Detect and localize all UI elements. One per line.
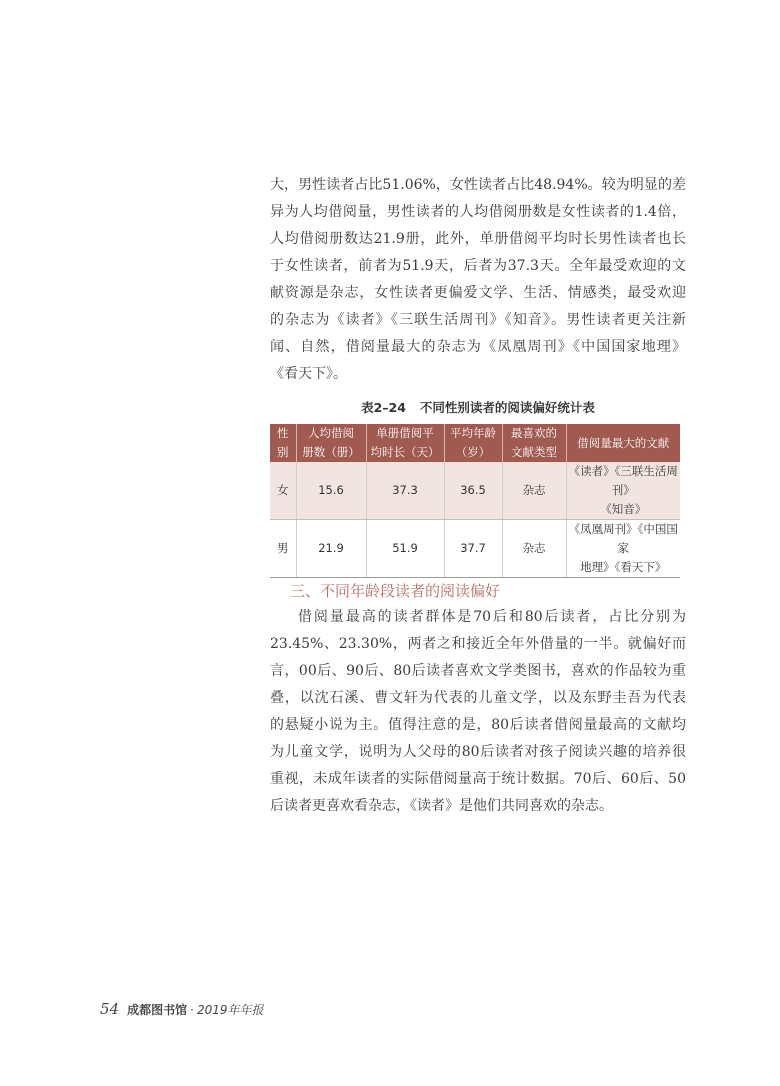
cell-top-borrowed: 《凤凰周刊》《中国国家 地理》《看天下》 [566, 520, 680, 578]
text-line: 的悬疑小说为主。值得注意的是，80后读者借阅量最高的文献均 [270, 717, 686, 733]
cell-type: 杂志 [502, 520, 566, 578]
text-line: 闻、自然，借阅量最大的杂志为《凤凰周刊》《中国国家地理》 [270, 339, 686, 355]
table-caption [270, 398, 686, 416]
cell-gender: 女 [270, 462, 296, 520]
table-caption-number: 表2–24 [361, 400, 406, 415]
text-line: 人均借阅册数达21.9册，此外，单册借阅平均时长男性读者也长 [270, 231, 686, 247]
table-row [270, 462, 680, 520]
cell-avg-books: 15.6 [296, 462, 366, 520]
header-avg-age: 平均年龄 （岁） [444, 424, 502, 462]
footer-separator: · [190, 1003, 194, 1017]
cell-avg-age: 37.7 [444, 520, 502, 578]
text-line: 异为人均借阅量，男性读者的人均借阅册数是女性读者的1.4倍， [270, 204, 686, 220]
body-paragraph-age [270, 604, 686, 820]
cell-avg-books: 21.9 [296, 520, 366, 578]
text-line: 言，00后、90后、80后读者喜欢文学类图书，喜欢的作品较为重 [270, 663, 686, 679]
header-avg-books: 人均借阅 册数（册） [296, 424, 366, 462]
header-gender: 性 别 [270, 424, 296, 462]
text-line: 献资源是杂志，女性读者更偏爱文学、生活、情感类，最受欢迎 [270, 285, 686, 301]
text-line: 于女性读者，前者为51.9天，后者为37.3天。全年最受欢迎的文 [270, 258, 686, 274]
table-row [270, 520, 680, 578]
body-paragraph-gender [270, 172, 686, 388]
page-number: 54 [100, 1000, 120, 1018]
publication-name: 成都图书馆 [127, 1003, 188, 1017]
header-favorite-type: 最喜欢的 文献类型 [502, 424, 566, 462]
cell-avg-days: 51.9 [366, 520, 444, 578]
cell-avg-age: 36.5 [444, 462, 502, 520]
text-line: 的杂志为《读者》《三联生活周刊》《知音》。男性读者更关注新 [270, 312, 686, 328]
header-avg-days: 单册借阅平 均时长（天） [366, 424, 444, 462]
cell-gender: 男 [270, 520, 296, 578]
text-line: 叠，以沈石溪、曹文轩为代表的儿童文学，以及东野圭吾为代表 [270, 690, 686, 706]
page-footer [100, 1000, 263, 1018]
section-heading: 三、不同年龄段读者的阅读偏好 [290, 582, 501, 600]
header-top-borrowed: 借阅量最大的文献 [566, 424, 680, 462]
text-line: 借阅量最高的读者群体是70后和80后读者，占比分别为 [298, 609, 686, 625]
table-header-row [270, 424, 680, 462]
text-line: 大，男性读者占比51.06%，女性读者占比48.94%。较为明显的差 [270, 177, 686, 193]
cell-type: 杂志 [502, 462, 566, 520]
gender-reading-table [270, 424, 680, 578]
text-line: 23.45%、23.30%，两者之和接近全年外借量的一半。就偏好而 [270, 636, 686, 652]
text-line: 为儿童文学，说明为人父母的80后读者对孩子阅读兴趣的培养很 [270, 744, 686, 760]
table-caption-title: 不同性别读者的阅读偏好统计表 [419, 400, 595, 415]
report-name: 2019年年报 [196, 1003, 264, 1017]
text-line: 《看天下》。 [270, 366, 347, 382]
text-line: 重视，未成年读者的实际借阅量高于统计数据。70后、60后、50 [270, 771, 686, 787]
text-line: 后读者更喜欢看杂志，《读者》是他们共同喜欢的杂志。 [270, 798, 613, 814]
cell-avg-days: 37.3 [366, 462, 444, 520]
cell-top-borrowed: 《读者》《三联生活周刊》 《知音》 [566, 462, 680, 520]
